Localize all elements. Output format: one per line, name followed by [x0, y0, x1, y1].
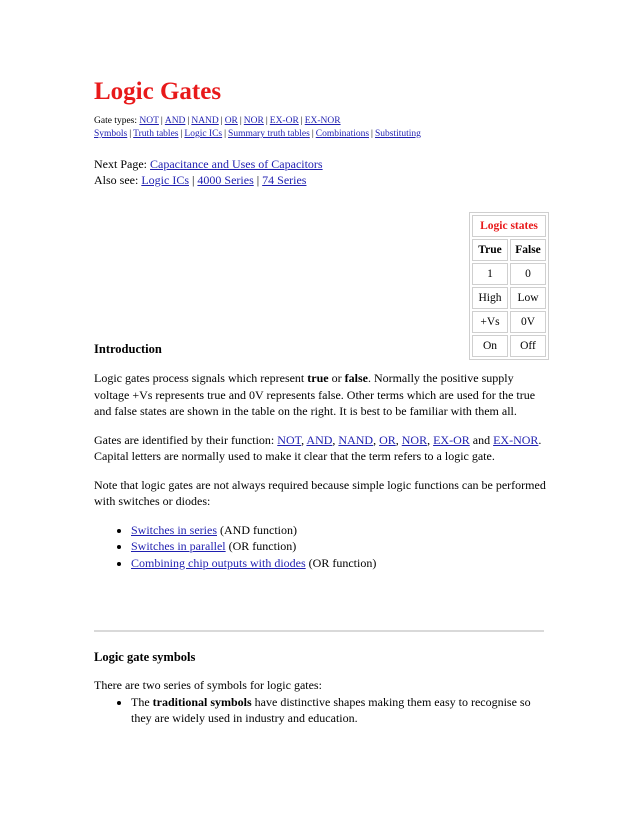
table-row	[472, 263, 546, 285]
symbols-section	[94, 649, 546, 727]
link-ex-or[interactable]: EX-OR	[433, 432, 470, 447]
topics-nav: Symbols | Truth tables | Logic ICs | Summary truth tables | Combinations | Substituting	[94, 129, 421, 139]
link-combining-chip-outputs[interactable]: Combining chip outputs with diodes	[131, 555, 306, 570]
section-divider	[94, 630, 544, 632]
next-page-link[interactable]: Capacitance and Uses of Capacitors	[150, 157, 323, 171]
symbols-heading: Logic gate symbols	[94, 650, 196, 664]
switch-options-list	[94, 522, 546, 572]
page-title: Logic Gates	[94, 78, 222, 105]
symbols-list	[94, 694, 546, 727]
gate-types-label: Gate types:	[94, 116, 138, 126]
next-page-block: Next Page: Capacitance and Uses of Capacitors Also see: Logic ICs | 4000 Series | 74 Series	[94, 157, 323, 187]
false-cell: Off	[510, 335, 546, 357]
text: . Normally the positive supply voltage +Vs represents true and 0V represents false. Other terms which are used for the true and false states are shown in the table on the right. It is best to be familiar with them all.	[94, 371, 536, 418]
nav-link-nor[interactable]: NOR	[243, 116, 264, 126]
nav-link-ex-or[interactable]: EX-OR	[269, 116, 299, 126]
gate-types-nav: Gate types: NOT | AND | NAND | OR | NOR | EX-OR | EX-NOR	[94, 116, 341, 126]
introduction-paragraph-3: Note that logic gates are not always required because simple logic functions can be performed with switches or diodes:	[94, 477, 546, 508]
introduction-section	[94, 341, 546, 571]
list-item	[131, 555, 546, 572]
text: ,	[373, 432, 380, 447]
link-or[interactable]: OR	[379, 432, 396, 447]
list-item	[131, 694, 546, 727]
symbols-paragraph: There are two series of symbols for logic gates:	[94, 678, 322, 692]
nav-link-logic-ics[interactable]: Logic ICs	[184, 129, 223, 139]
nav-link-not[interactable]: NOT	[139, 116, 159, 126]
table-row	[472, 287, 546, 309]
list-item	[131, 538, 546, 555]
table-row	[472, 311, 546, 333]
nav-link-substituting[interactable]: Substituting	[374, 129, 421, 139]
nav-link-truth-tables[interactable]: Truth tables	[133, 129, 179, 139]
text: ,	[395, 432, 402, 447]
link-switches-in-parallel[interactable]: Switches in parallel	[131, 539, 226, 553]
list-item	[131, 522, 546, 539]
false-cell: 0V	[510, 311, 546, 333]
text: Logic gates process signals which represent	[94, 371, 308, 385]
text: . Capital letters are normally used to make it clear that the term refers to a logic gate.	[94, 432, 542, 463]
next-page-label: Next Page:	[94, 157, 147, 171]
logic-states-title: Logic states	[472, 215, 546, 237]
text: ,	[332, 432, 339, 447]
link-nand[interactable]: NAND	[338, 432, 374, 447]
nav-link-ex-nor[interactable]: EX-NOR	[304, 116, 341, 126]
nav-link-nand[interactable]: NAND	[191, 116, 219, 126]
link-and[interactable]: AND	[306, 432, 333, 447]
header-true: True	[472, 239, 508, 261]
also-see-link-logic-ics[interactable]: Logic ICs	[141, 173, 189, 187]
link-nor[interactable]: NOR	[401, 432, 428, 447]
nav-link-symbols[interactable]: Symbols	[94, 129, 128, 139]
also-see-link-74-series[interactable]: 74 Series	[262, 173, 307, 187]
link-not[interactable]: NOT	[277, 432, 302, 447]
nav-link-or[interactable]: OR	[224, 116, 238, 126]
true-cell: +Vs	[472, 311, 508, 333]
text: (OR function)	[305, 555, 377, 570]
link-ex-nor[interactable]: EX-NOR	[493, 432, 539, 447]
introduction-heading: Introduction	[94, 342, 162, 356]
true-cell: High	[472, 287, 508, 309]
false-term: false	[344, 371, 368, 385]
true-cell: 1	[472, 263, 508, 285]
nav-link-and[interactable]: AND	[164, 116, 186, 126]
also-see-link-4000-series[interactable]: 4000 Series	[197, 173, 254, 187]
text: have distinctive shapes making them easy to recognise so they are widely used in industry and education.	[131, 694, 531, 725]
logic-states-table	[469, 212, 549, 360]
nav-link-combinations[interactable]: Combinations	[315, 129, 370, 139]
introduction-paragraph-2	[94, 432, 546, 465]
text: Gates are identified by their function:	[94, 432, 278, 447]
true-term: true	[307, 371, 329, 385]
nav-link-summary-truth-tables[interactable]: Summary truth tables	[228, 129, 310, 139]
text: The	[131, 694, 153, 709]
header-false: False	[510, 239, 546, 261]
link-switches-in-series[interactable]: Switches in series	[131, 522, 217, 537]
text: ,	[427, 432, 434, 447]
false-cell: Low	[510, 287, 546, 309]
text: (AND function)	[217, 522, 297, 537]
introduction-paragraph-1	[94, 370, 546, 420]
also-see-label: Also see:	[94, 173, 139, 187]
text: or	[328, 371, 345, 385]
traditional-symbols-term: traditional symbols	[152, 694, 252, 709]
text: ,	[301, 432, 307, 447]
true-cell: On	[472, 335, 508, 357]
text: and	[469, 432, 494, 447]
false-cell: 0	[510, 263, 546, 285]
text: (OR function)	[225, 539, 297, 553]
